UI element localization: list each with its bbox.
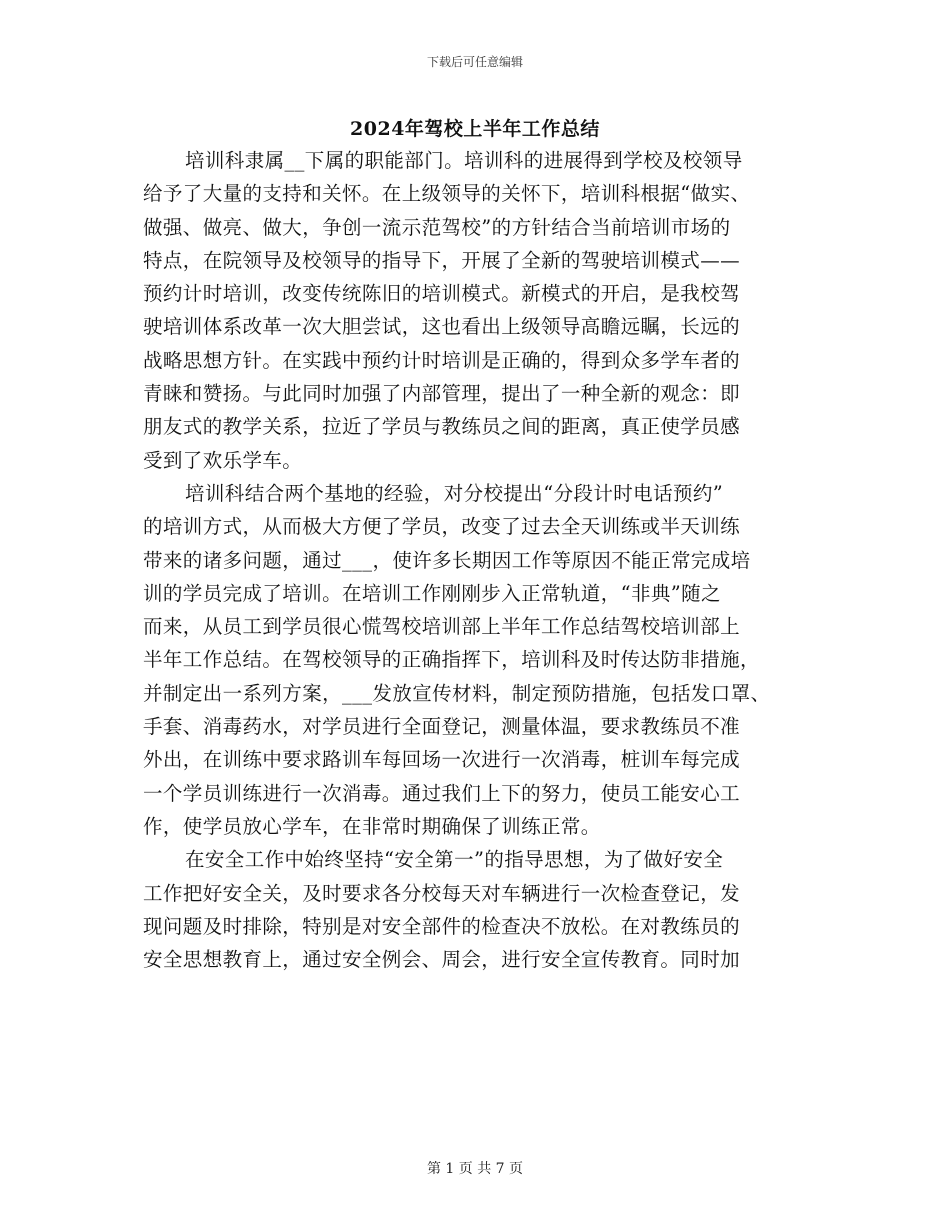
text-line: 培训科结合两个基地的经验，对分校提出“分段计时电话预约” [185, 481, 724, 505]
text-line: 训的学员完成了培训。在培训工作刚刚步入正常轨道，“非典”随之 [143, 581, 721, 605]
text-line: 安全思想教育上，通过安全例会、周会，进行安全宣传教育。同时加 [143, 948, 741, 972]
text-line: 的培训方式，从而极大方便了学员，改变了过去全天训练或半天训练 [143, 515, 741, 539]
page-number-footer: 第 1 页 共 7 页 [426, 1161, 524, 1177]
text-line: 驶培训体系改革一次大胆尝试，这也看出上级领导高瞻远瞩，长远的 [143, 315, 741, 339]
paragraph-1 [143, 144, 823, 477]
text-line: 青睐和赞扬。与此同时加强了内部管理，提出了一种全新的观念：即 [143, 382, 741, 406]
text-line: 在安全工作中始终坚持“安全第一”的指导思想，为了做好安全 [185, 848, 724, 872]
document-title: 2024年驾校上半年工作总结 [350, 118, 600, 140]
text-line: 战略思想方针。在实践中预约计时培训是正确的，得到众多学车者的 [143, 348, 741, 372]
text-line: 带来的诸多问题，通过___，使许多长期因工作等原因不能正常完成培 [143, 548, 751, 572]
text-line: 作，使学员放心学车，在非常时期确保了训练正常。 [143, 814, 601, 838]
paragraph-2 [143, 477, 823, 843]
text-line: 一个学员训练进行一次消毒。通过我们上下的努力，使员工能安心工 [143, 781, 741, 805]
text-line: 半年工作总结。在驾校领导的正确指挥下，培训科及时传达防非措施， [143, 648, 760, 672]
paragraph-3 [143, 843, 823, 976]
document-body [143, 144, 823, 976]
text-line: 手套、消毒药水，对学员进行全面登记，测量体温，要求教练员不准 [143, 715, 741, 739]
text-line: 现问题及时排除，特别是对安全部件的检查决不放松。在对教练员的 [143, 914, 741, 938]
text-line: 做强、做亮、做大，争创一流示范驾校”的方针结合当前培训市场的 [143, 215, 731, 239]
text-line: 而来，从员工到学员很心慌驾校培训部上半年工作总结驾校培训部上 [143, 615, 741, 639]
text-line: 并制定出一系列方案，___发放宣传材料，制定预防措施，包括发口罩、 [143, 681, 771, 705]
text-line: 给予了大量的支持和关怀。在上级领导的关怀下，培训科根据“做实、 [143, 182, 751, 206]
text-line: 外出，在训练中要求路训车每回场一次进行一次消毒，桩训车每完成 [143, 748, 741, 772]
header-note: 下载后可任意编辑 [426, 55, 523, 69]
text-line: 培训科隶属__下属的职能部门。培训科的进展得到学校及校领导 [185, 149, 743, 172]
text-line: 工作把好安全关，及时要求各分校每天对车辆进行一次检查登记，发 [143, 881, 741, 905]
text-line: 预约计时培训，改变传统陈旧的培训模式。新模式的开启，是我校驾 [143, 282, 741, 306]
text-line: 特点，在院领导及校领导的指导下，开展了全新的驾驶培训模式—— [143, 248, 741, 272]
text-line: 受到了欢乐学车。 [143, 448, 303, 472]
text-line: 朋友式的教学关系，拉近了学员与教练员之间的距离，真正使学员感 [143, 415, 741, 439]
